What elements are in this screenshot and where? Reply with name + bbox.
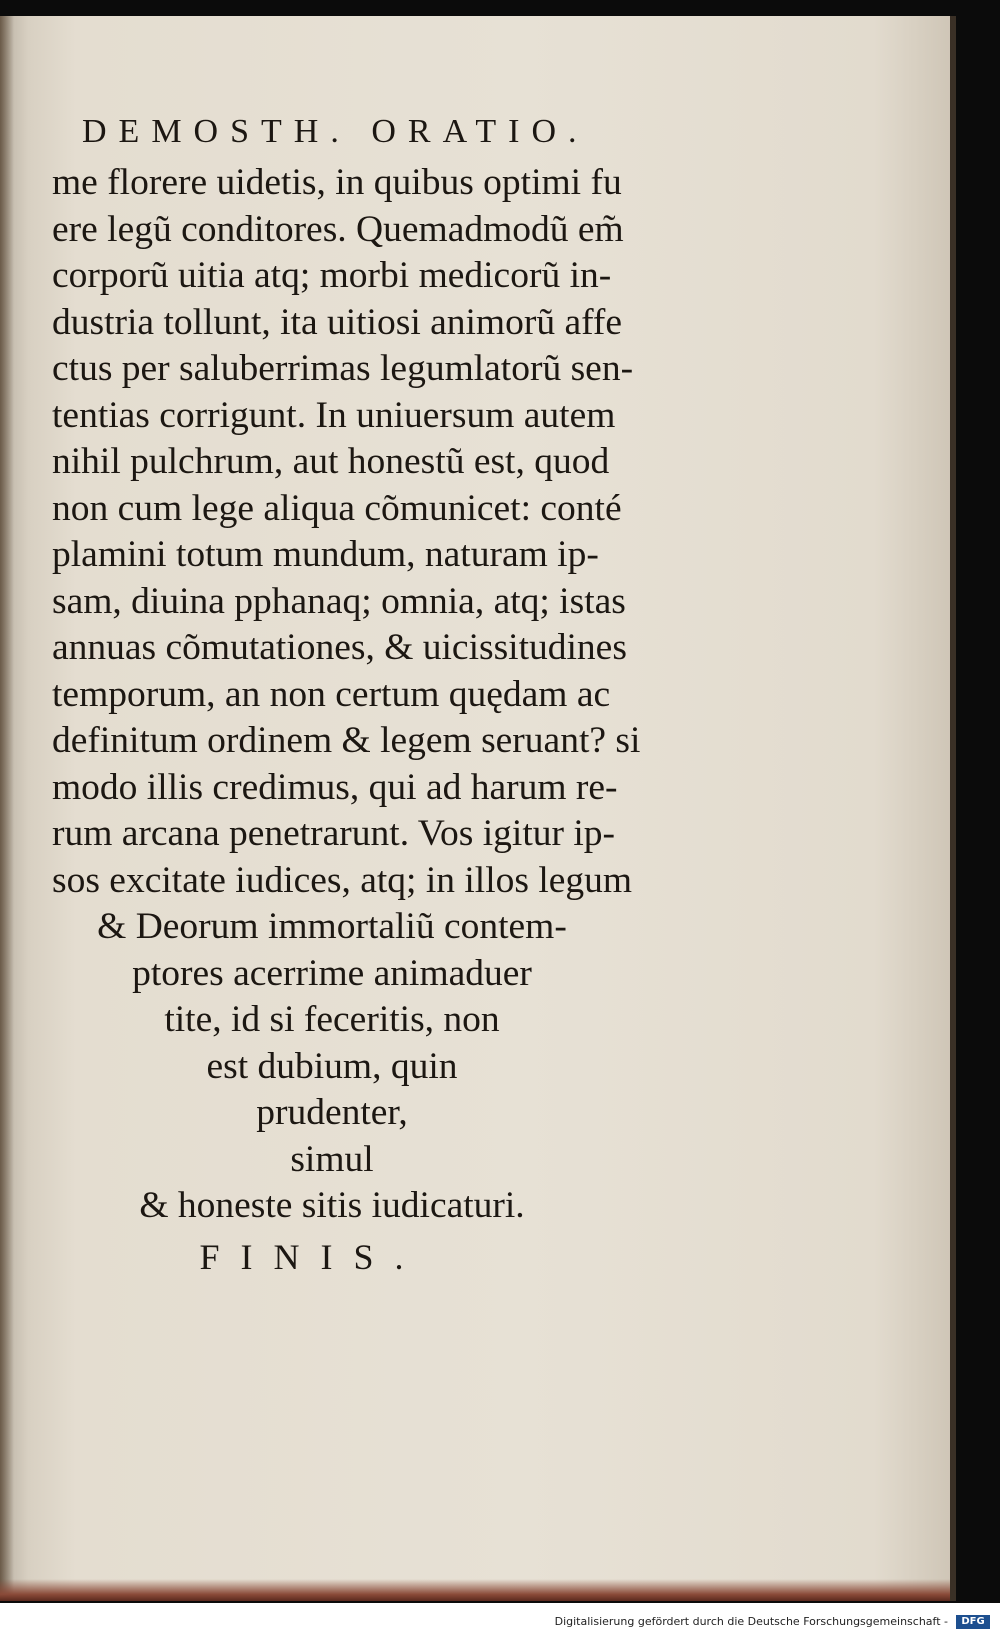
dfg-logo: DFG	[956, 1615, 990, 1629]
text-line: temporum, an non certum quędam ac	[52, 673, 611, 715]
text-line: prudenter,	[256, 1092, 408, 1133]
text-line: ctus per saluberrimas legumlatorũ sen-	[52, 348, 634, 389]
text-line: sos excitate iudices, atq; in illos legum	[52, 859, 633, 901]
text-line: plamini totum mundum, naturam ip-	[52, 534, 599, 575]
text-line: corporũ uitia atq; morbi medicorũ in-	[52, 255, 612, 296]
running-head: DEMOSTH. ORATIO.	[82, 113, 589, 150]
text-line: simul	[290, 1138, 374, 1180]
text-line: & honeste sitis iudicaturi.	[139, 1185, 525, 1226]
text-line: dustria tollunt, ita uitiosi animorũ affe	[52, 301, 623, 343]
text-line: & Deorum immortaliũ contem-	[97, 906, 567, 947]
text-line: ere legũ conditores. Quemadmodũ em̃	[52, 208, 624, 250]
funding-notice: Digitalisierung gefördert durch die Deutsche Forschungsgemeinschaft -	[554, 1615, 948, 1628]
text-line: ptores acerrime animaduer	[132, 952, 532, 994]
text-line: tite, id si feceritis, non	[164, 999, 500, 1040]
text-line: est dubium, quin	[206, 1045, 458, 1087]
finis-closing: FINIS.	[199, 1236, 425, 1277]
text-line: nihil pulchrum, aut honestũ est, quod	[52, 441, 610, 482]
text-line: rum arcana penetrarunt. Vos igitur ip-	[52, 813, 616, 854]
digitization-footer	[0, 1603, 1000, 1637]
text-line: modo illis credimus, qui ad harum re-	[52, 766, 618, 808]
text-line: definitum ordinem & legem seruant? si	[52, 720, 641, 761]
text-line: tentias corrigunt. In uniuersum autem	[52, 394, 616, 436]
text-line: annuas cõmutationes, & uicissitudines	[52, 627, 627, 668]
text-line: me florere uidetis, in quibus optimi fu	[52, 162, 622, 203]
text-line: sam, diuina pphanaq; omnia, atq; istas	[52, 580, 626, 622]
text-line: non cum lege aliqua cõmunicet: conté	[52, 487, 622, 529]
text-block	[52, 108, 712, 1282]
book-page	[0, 16, 956, 1601]
